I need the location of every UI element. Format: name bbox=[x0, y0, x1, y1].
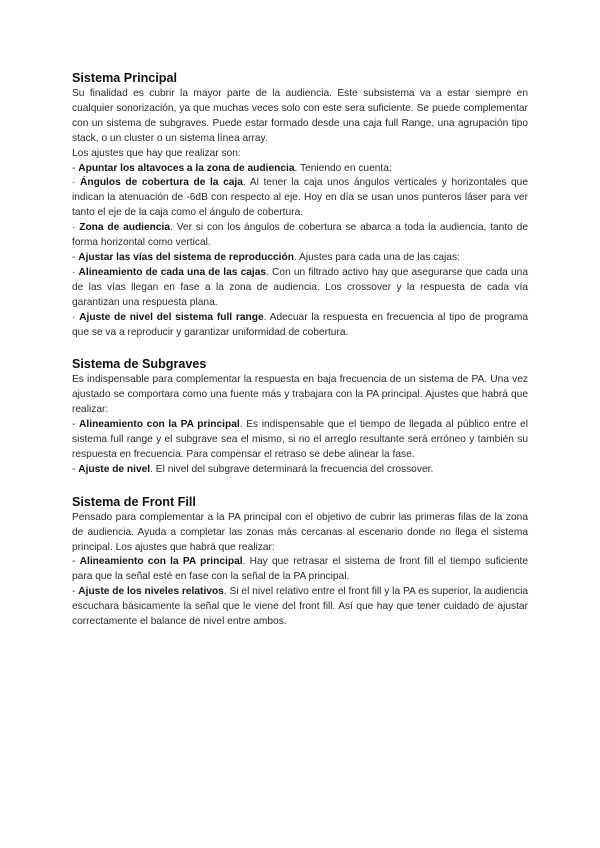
paragraph bbox=[72, 176, 528, 221]
text-run: . El nivel del subgrave determinará la frecuencia del crossover. bbox=[150, 463, 434, 475]
section-body bbox=[72, 511, 528, 630]
text-run: · bbox=[72, 177, 81, 189]
paragraph bbox=[72, 555, 528, 585]
paragraph bbox=[72, 463, 528, 478]
section-body bbox=[72, 87, 528, 340]
text-run: . Si el nivel relativo entre el front fill y la PA es superior, la audiencia escuchara básicamente la señal que le viene del front fill. Así que hay que tener cuidado de ajustar correctamente el balance de nivel entre ambos. bbox=[72, 586, 528, 628]
text-run: . Teniendo en cuenta: bbox=[294, 162, 392, 174]
text-run: Es indispensable para complementar la respuesta en baja frecuencia de un sistema de PA. Una vez ajustado se comportara como una fuente más y trabajara con la PA principal. Ajustes que habrá que realizar: bbox=[72, 374, 528, 416]
paragraph bbox=[72, 251, 528, 266]
section-title: Sistema de Subgraves bbox=[72, 357, 207, 372]
paragraph bbox=[72, 511, 528, 556]
text-run: · bbox=[72, 266, 79, 278]
text-run: - bbox=[72, 463, 79, 475]
bold-term: Ajuste de los niveles relativos bbox=[78, 586, 224, 598]
paragraph bbox=[72, 221, 528, 251]
text-run: - bbox=[72, 586, 79, 598]
bold-term: Alineamiento con la PA principal bbox=[79, 556, 243, 568]
text-run: . Al tener la caja unos ángulos verticales y horizontales que indican la atenuación de -6dB con respecto al eje. Hoy en día se usan unos punteros láser para ver tanto el eje de la caja como el ángulo de cobertura. bbox=[72, 177, 528, 219]
paragraph bbox=[72, 162, 528, 177]
text-run: . Ver si con los ángulos de cobertura se abarca a toda la audiencia, tanto de forma horizontal como vertical. bbox=[72, 222, 528, 249]
text-run: - bbox=[72, 556, 80, 568]
bold-term: Apuntar los altavoces a la zona de audiencia bbox=[78, 162, 295, 174]
bold-term: Alineamiento con la PA principal bbox=[79, 419, 240, 431]
bold-term: Ajuste de nivel bbox=[78, 463, 151, 475]
text-run: . Ajustes para cada una de las cajas: bbox=[293, 251, 460, 263]
section-sistema-principal bbox=[72, 70, 528, 340]
paragraph bbox=[72, 373, 528, 418]
text-run: - bbox=[72, 419, 80, 431]
bold-term: Zona de audiencia bbox=[79, 222, 171, 234]
paragraph bbox=[72, 87, 528, 147]
text-run: - bbox=[72, 251, 79, 263]
text-run: Su finalidad es cubrir la mayor parte de la audiencia. Este subsistema va a estar siempre en cualquier sonorización, ya que muchas veces solo con este sera suficiente. Se puede complementar con un sistema de subgraves. Puede estar formado desde una caja full Range, una agrupación tipo stack, o un cluster o un sistema línea array. bbox=[72, 88, 528, 144]
bold-term: Ángulos de cobertura de la caja bbox=[80, 177, 243, 189]
bold-term: Ajuste de nivel del sistema full range bbox=[79, 311, 264, 323]
bold-term: Ajustar las vías del sistema de reproducción bbox=[78, 251, 294, 263]
section-body bbox=[72, 373, 528, 477]
text-run: . Adecuar la respuesta en frecuencia al tipo de programa que se va a reproducir y garantizar uniformidad de cobertura. bbox=[72, 311, 528, 338]
text-run: . Hay que retrasar el sistema de front fill el tiempo suficiente para que la señal esté en fase con la señal de la PA principal. bbox=[72, 556, 528, 583]
paragraph bbox=[72, 311, 528, 341]
section-sistema-subgraves bbox=[72, 356, 528, 477]
section-title: Sistema de Front Fill bbox=[72, 494, 196, 509]
bold-term: Alineamiento de cada una de las cajas bbox=[78, 266, 267, 278]
text-run: Los ajustes que hay que realizar son: bbox=[72, 147, 241, 159]
text-run: · bbox=[72, 311, 80, 323]
text-run: · bbox=[72, 222, 80, 234]
section-sistema-front-fill bbox=[72, 494, 528, 630]
text-run: . Con un filtrado activo hay que asegurarse que cada una de las vías llegan en fase a la zona de audiencia. Los crossover y la respuesta de cada vía garantizan una respuesta plana. bbox=[72, 266, 528, 308]
paragraph bbox=[72, 147, 528, 162]
text-run: . Es indispensable que el tiempo de llegada al público entre el sistema full range y el subgrave sea el mismo, si no el arreglo resultante será erróneo y también su respuesta en frecuencia. Para compensar el retraso se debe alinear la fase. bbox=[72, 419, 528, 460]
paragraph bbox=[72, 585, 528, 630]
paragraph bbox=[72, 266, 528, 311]
text-run: - bbox=[72, 162, 79, 174]
text-run: Pensado para complementar a la PA principal con el objetivo de cubrir las primeras filas de la zona de audiencia. Ayuda a completar las zonas más cercanas al escenario donde no llega el sistema principal. Los ajustes que habrá que realizar: bbox=[72, 511, 528, 553]
paragraph bbox=[72, 418, 528, 463]
section-title: Sistema Principal bbox=[72, 71, 177, 85]
